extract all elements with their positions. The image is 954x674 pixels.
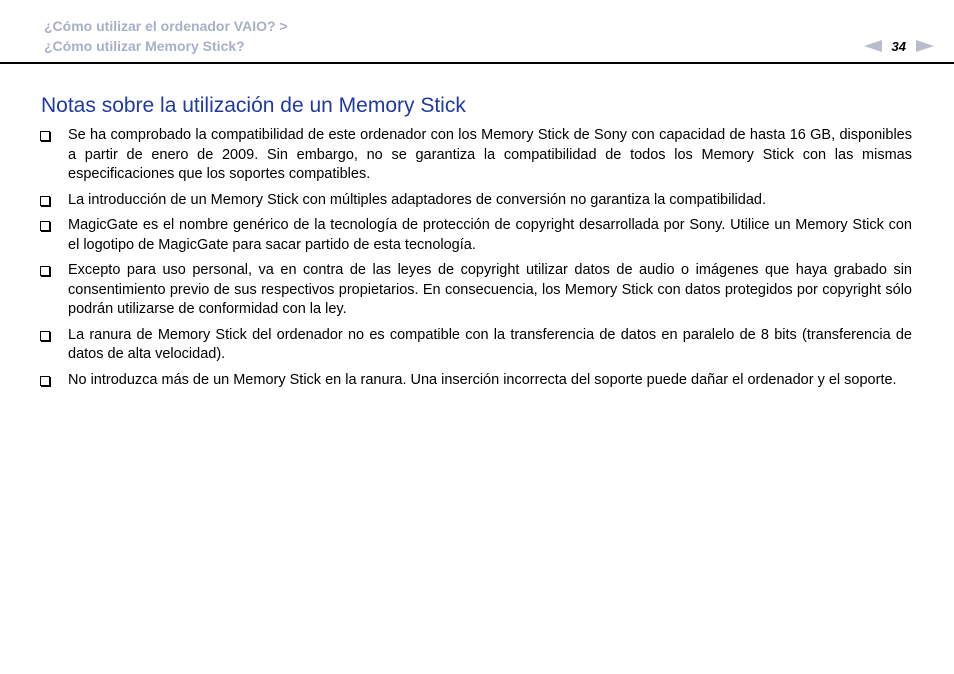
section-title: Notas sobre la utilización de un Memory Stick <box>41 94 466 117</box>
arrow-right-icon[interactable] <box>916 40 934 52</box>
arrow-left-icon[interactable] <box>864 40 882 52</box>
list-item <box>40 216 912 255</box>
list-item-text: Se ha comprobado la compatibilidad de este ordenador con los Memory Stick de Sony con capacidad de hasta 16 GB, disponibles a partir de enero de 2009. Sin embargo, no se garantiza la compatibilidad de todos los Memory Stick con las mismas especificaciones que los soportes compatibles. <box>68 127 912 182</box>
list-item-text: No introduzca más de un Memory Stick en la ranura. Una inserción incorrecta del soporte puede dañar el ordenador y el soporte. <box>68 371 897 388</box>
list-item <box>40 371 912 391</box>
list-item-text: La ranura de Memory Stick del ordenador no es compatible con la transferencia de datos en paralelo de 8 bits (transferencia de datos de alta velocidad). <box>68 326 912 362</box>
page-number: 34 <box>891 38 906 54</box>
breadcrumb-link-memory-stick[interactable]: ¿Cómo utilizar Memory Stick? <box>44 38 245 54</box>
checkbox-icon <box>40 196 50 206</box>
list-item <box>40 191 912 211</box>
breadcrumb <box>44 16 288 56</box>
header-divider <box>0 62 954 64</box>
page-navigation <box>864 37 934 55</box>
list-item <box>40 126 912 185</box>
breadcrumb-link-vaio[interactable]: ¿Cómo utilizar el ordenador VAIO? > <box>44 18 288 34</box>
checkbox-icon <box>40 221 50 231</box>
list-item <box>40 261 912 320</box>
list-item-text: La introducción de un Memory Stick con múltiples adaptadores de conversión no garantiza la compatibilidad. <box>68 191 767 208</box>
page-header <box>0 0 954 64</box>
list-item <box>40 326 912 365</box>
checkbox-icon <box>40 266 50 276</box>
checkbox-icon <box>40 331 50 341</box>
checkbox-icon <box>40 131 50 141</box>
list-item-text: MagicGate es el nombre genérico de la tecnología de protección de copyright desarrollada por Sony. Utilice un Memory Stick con el logotipo de MagicGate para sacar partido de esta tecnología. <box>68 217 912 253</box>
list-item-text: Excepto para uso personal, va en contra de las leyes de copyright utilizar datos de audio o imágenes que haya grabado sin consentimiento previo de sus respectivos propietarios. En consecuencia, los Memory Stick con datos protegidos por copyright sólo podrán utilizarse de conformidad con la ley. <box>68 262 912 317</box>
notes-list <box>40 126 912 396</box>
checkbox-icon <box>40 376 50 386</box>
